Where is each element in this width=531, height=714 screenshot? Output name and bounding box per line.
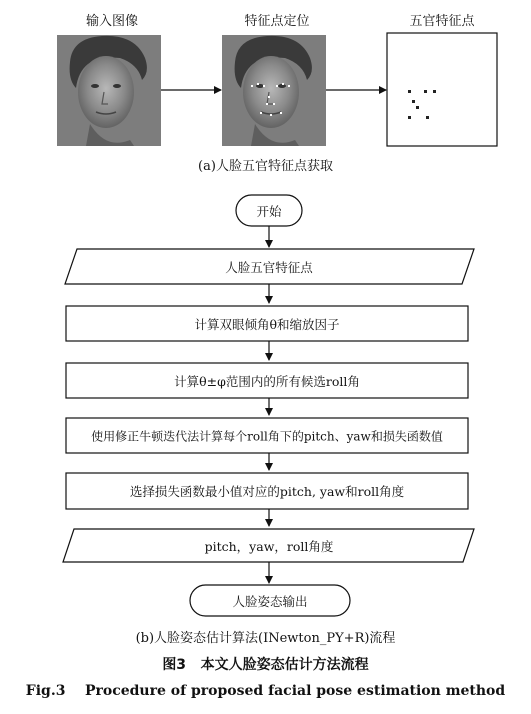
step-1-label: 人脸五官特征点 bbox=[225, 260, 313, 275]
step-2-label: 计算双眼倾角θ和缩放因子 bbox=[194, 317, 340, 332]
step-4-label: 使用修正牛顿迭代法计算每个roll角下的pitch、yaw和损失函数值 bbox=[91, 429, 443, 444]
caption-a: (a)人脸五官特征点获取 bbox=[198, 159, 333, 174]
input-face-image bbox=[57, 35, 161, 146]
caption-b: (b)人脸姿态估计算法(INewton_PY+R)流程 bbox=[135, 631, 396, 646]
step-6-label: pitch，yaw，roll角度 bbox=[204, 539, 334, 554]
step-5-label: 选择损失函数最小值对应的pitch, yaw和roll角度 bbox=[129, 484, 405, 499]
label-input-image: 输入图像 bbox=[85, 14, 138, 29]
end-label: 人脸姿态输出 bbox=[232, 594, 308, 609]
label-feature-localization: 特征点定位 bbox=[244, 14, 310, 29]
figure-title-en: Fig.3 Procedure of proposed facial pose estimation method bbox=[25, 683, 506, 699]
feature-localization-image bbox=[222, 35, 326, 146]
step-3-label: 计算θ±φ范围内的所有候选roll角 bbox=[174, 374, 360, 389]
figure-title-cn: 图3 本文人脸姿态估计方法流程 bbox=[162, 657, 369, 673]
feature-points-box bbox=[387, 33, 497, 146]
start-label: 开始 bbox=[256, 204, 282, 219]
label-facial-feature-points: 五官特征点 bbox=[409, 14, 475, 29]
